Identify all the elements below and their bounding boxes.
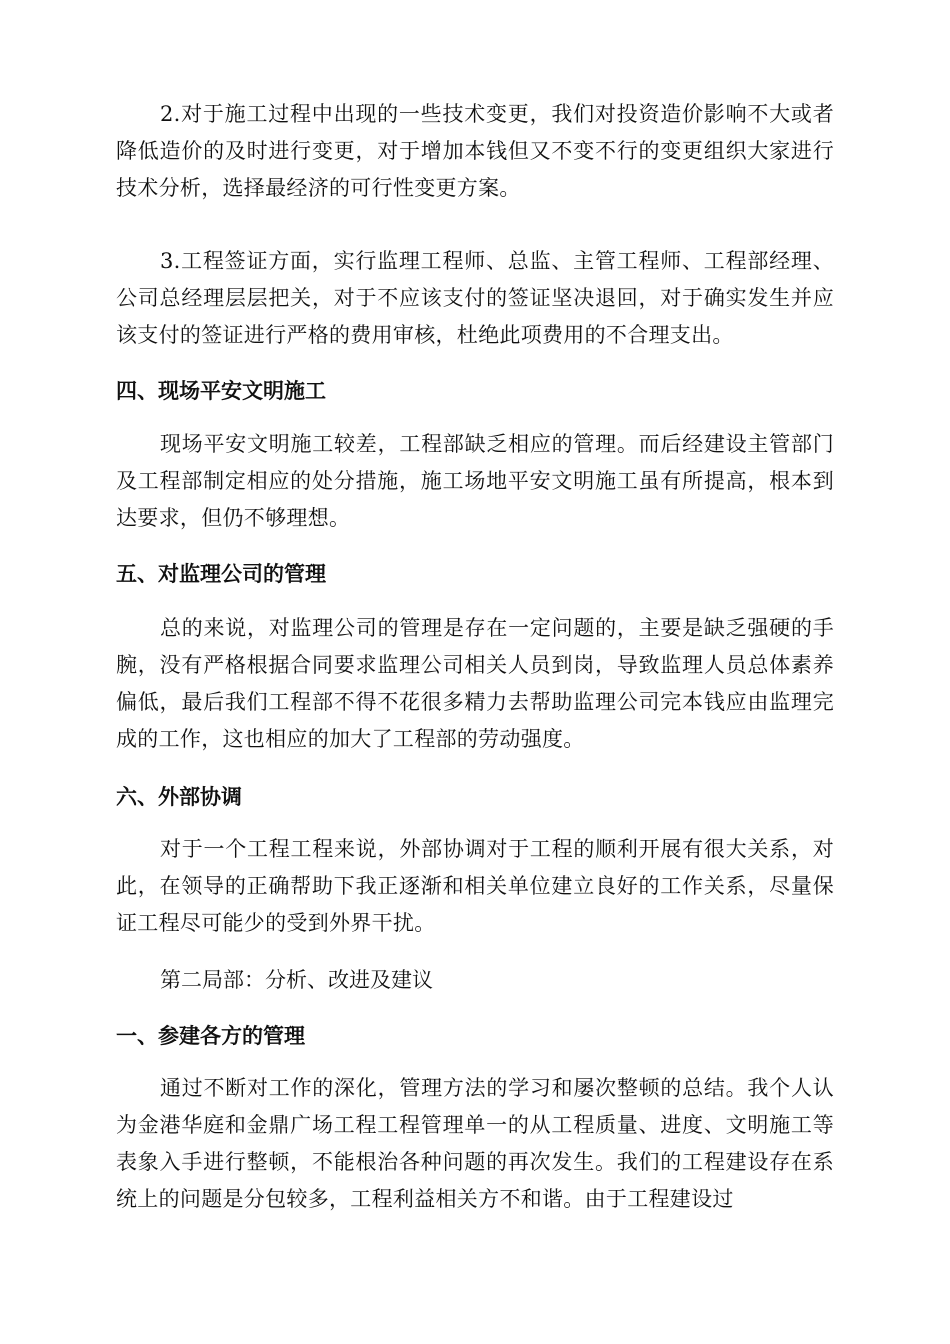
paragraph-visa: 3.工程签证方面，实行监理工程师、总监、主管工程师、工程部经理、公司总经理层层把关，对于不应该支付的签证坚决退回，对于确实发生并应该支付的签证进行严格的费用审核，杜绝此项费用的不合理支出。 <box>116 249 834 347</box>
paragraph-site-safety: 现场平安文明施工较差，工程部缺乏相应的管理。而后经建设主管部门及工程部制定相应的处分措施，施工场地平安文明施工虽有所提高，根本到达要求，但仍不够理想。 <box>116 432 834 530</box>
heading-supervision: 五、对监理公司的管理 <box>116 562 326 586</box>
heading-site-safety: 四、现场平安文明施工 <box>116 379 326 403</box>
paragraph-parties: 通过不断对工作的深化，管理方法的学习和屡次整顿的总结。我个人认为金港华庭和金鼎广场工程工程管理单一的从工程质量、进度、文明施工等表象入手进行整顿，不能根治各种问题的再次发生。我们的工程建设存在系统上的问题是分包较多，工程利益相关方不和谐。由于工程建设过 <box>116 1076 834 1211</box>
paragraph-external: 对于一个工程工程来说，外部协调对于工程的顺利开展有很大关系，对此，在领导的正确帮助下我正逐渐和相关单位建立良好的工作关系，尽量保证工程尽可能少的受到外界干扰。 <box>116 837 834 935</box>
paragraph-tech-change: 2.对于施工过程中出现的一些技术变更，我们对投资造价影响不大或者降低造价的及时进行变更，对于增加本钱但又不变不行的变更组织大家进行技术分析，选择最经济的可行性变更方案。 <box>116 102 834 200</box>
heading-parties: 一、参建各方的管理 <box>116 1024 305 1048</box>
heading-external: 六、外部协调 <box>116 785 242 809</box>
part-two-title: 第二局部：分析、改进及建议 <box>160 968 433 992</box>
paragraph-supervision: 总的来说，对监理公司的管理是存在一定问题的，主要是缺乏强硬的手腕，没有严格根据合同要求监理公司相关人员到岗，导致监理人员总体素养偏低，最后我们工程部不得不花很多精力去帮助监理公司完本钱应由监理完成的工作，这也相应的加大了工程部的劳动强度。 <box>116 616 834 751</box>
